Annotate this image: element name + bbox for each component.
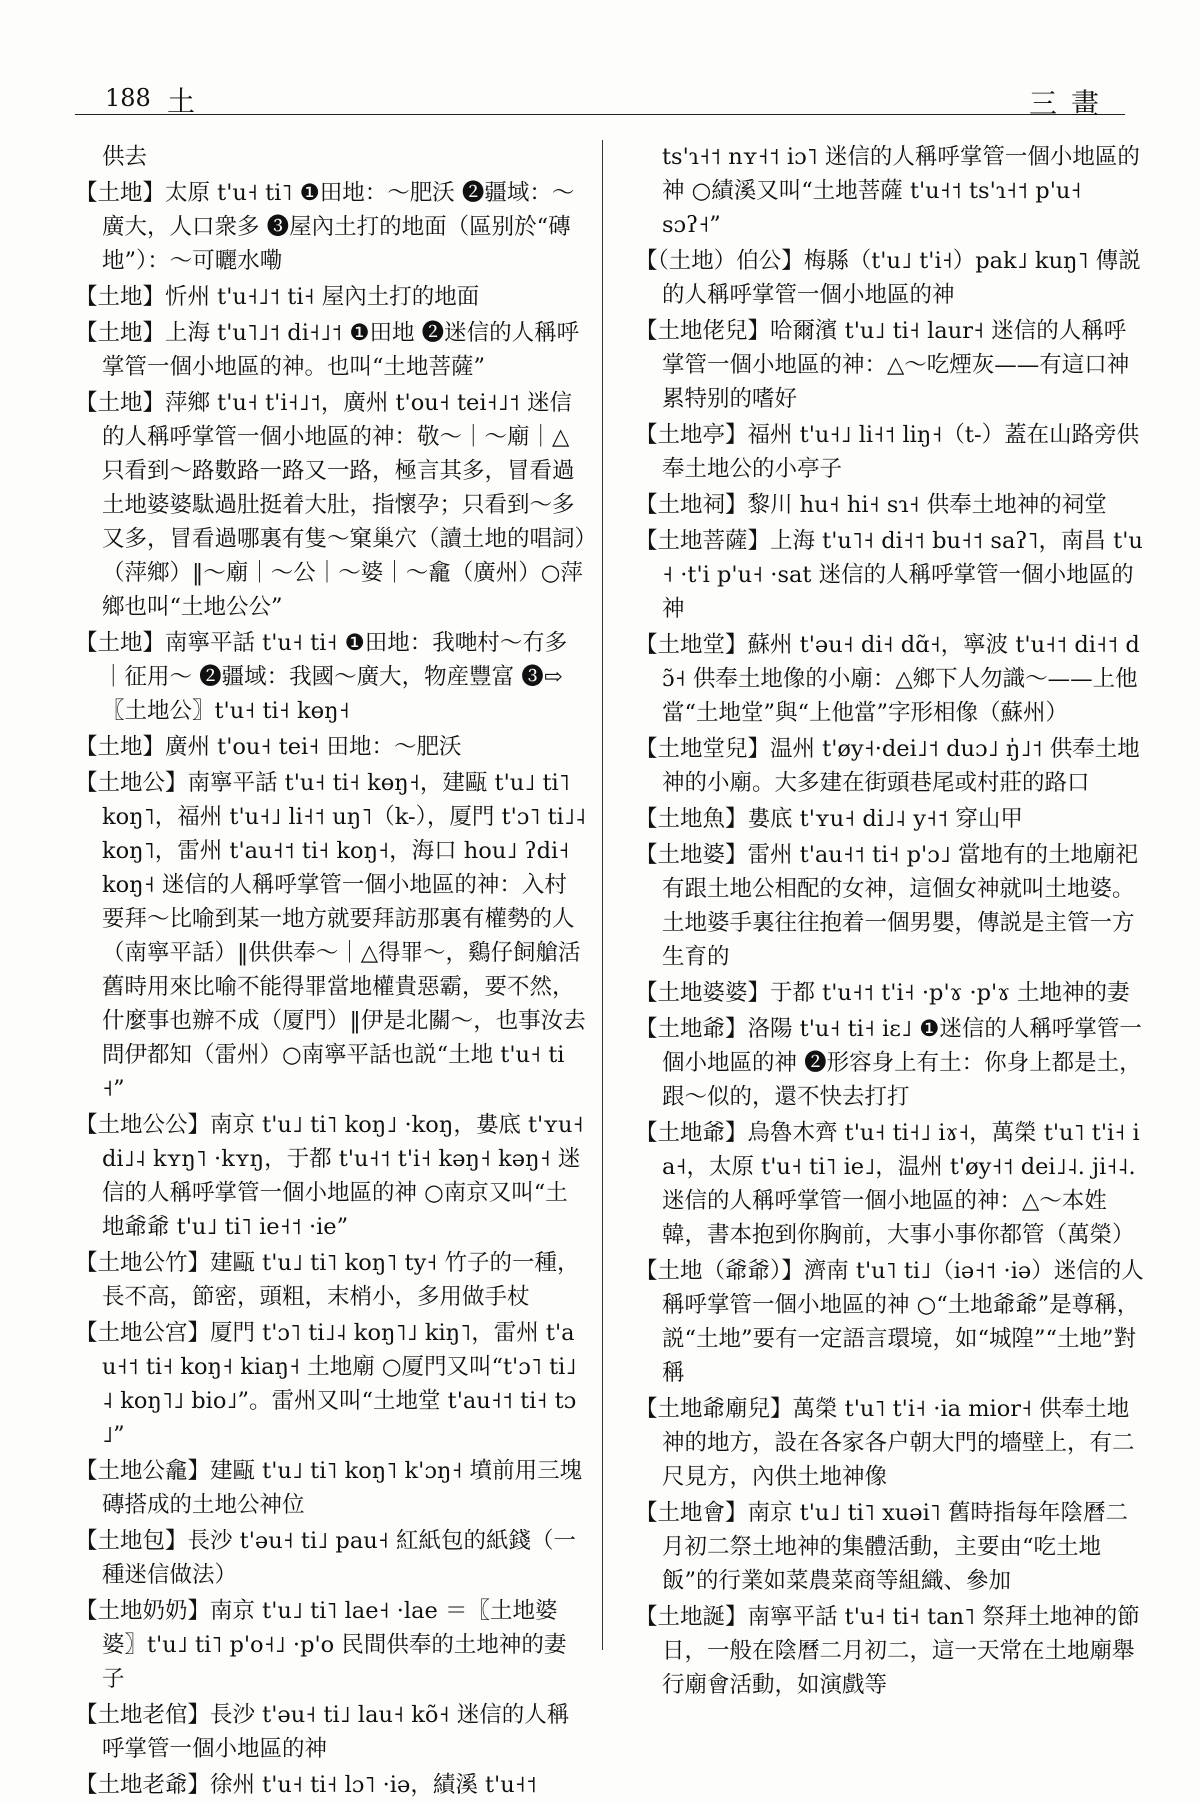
dictionary-entry: 【土地爺廟兒】萬榮 t'u˥ t'i˧ ·ia mior˧ 供奉土地神的地方，設在各家各户朝大門的墻壁上，有二尺見方，內供土地神像 (635, 1396, 1135, 1490)
dictionary-entry: 【土地】忻州 t'u˧˩˦ ti˧ 屋內土打的地面 (75, 284, 480, 310)
page-number: 188 (105, 84, 151, 112)
dictionary-entry: 【土地誕】南寧平話 t'u˧ ti˧ tan˥ 祭拜土地神的節日，一般在陰曆二月初二，這一天常在土地廟舉行廟會活動，如演戲等 (635, 1604, 1140, 1698)
radical-heading: 土 (167, 85, 196, 118)
dictionary-entry: 【土地】南寧平話 t'u˧ ti˧ ❶田地：我哋村～冇多｜征用～ ❷疆域：我國～廣大，物産豐富 ❸⇨〖土地公〗t'u˧ ti˧ kɵŋ˧ (75, 630, 568, 724)
dictionary-entry: 【土地爺】洛陽 t'u˧ ti˧ iɛ˩ ❶迷信的人稱呼掌管一個小地區的神 ❷形容身上有土：你身上都是土，跟～似的，還不快去打打 (635, 1016, 1142, 1110)
section-heading: 三畫 (1028, 87, 1113, 120)
dictionary-entry: 【土地佬兒】哈爾濱 t'u˩ ti˧ laur˧ 迷信的人稱呼掌管一個小地區的神：△～吃煙灰——有這口神累特别的嗜好 (635, 318, 1130, 412)
dictionary-entry: 【土地亭】福州 t'u˧˩ li˧˦ liŋ˧（t-）蓋在山路旁供奉土地公的小亭子 (635, 422, 1140, 482)
dictionary-entry: 【土地公公】南京 t'u˩ ti˥ koŋ˩ ·koŋ，婁底 t'ʏu˧ di˩˨ kʏŋ˥ ·kʏŋ，于都 t'u˧˦ t'i˧ kəŋ˧ kəŋ˧ 迷信的人稱呼掌管一個小地區的神 ○南京又叫“土地爺爺 t'u˩ ti˥ ie˧˦ ·ie” (75, 1112, 584, 1240)
dictionary-entry: 【土地老爺】徐州 t'u˧ ti˧ lɔ˥ ·iə，績溪 t'u˧˦ (75, 1772, 537, 1798)
dictionary-entry: 【土地婆】雷州 t'au˧˦ ti˧ p'ɔ˩ 當地有的土地廟祀有跟土地公相配的女神，這個女神就叫土地婆。土地婆手裏往往抱着一個男嬰，傳説是主管一方生育的 (635, 842, 1139, 970)
dictionary-entry: 【土地堂】蘇州 t'əu˧ di˧ dɑ̃˧，寧波 t'u˧˦ di˧˦ dɔ̃˧ 供奉土地像的小廟：△鄉下人勿識～——上他當“土地堂”與“上他當”字形相像（蘇州） (635, 632, 1140, 726)
dictionary-entry: 【土地（爺爺）】濟南 t'u˥ ti˩（iə˧˦ ·iə）迷信的人稱呼掌管一個小地區的神 ○“土地爺爺”是尊稱，説“土地”要有一定語言環境，如“城隍”“土地”對稱 (635, 1258, 1144, 1386)
left-column (75, 140, 587, 1804)
column-divider (602, 140, 603, 1650)
page-header (75, 72, 1125, 120)
dictionary-entry: 【土地堂兒】温州 t'øy˧·dei˩˦ duɔ˩ ŋ̍˩˦ 供奉土地神的小廟。大多建在街頭巷尾或村莊的路口 (635, 736, 1140, 796)
dictionary-entry: 【土地】上海 t'u˥˩˦ di˧˩˦ ❶田地 ❷迷信的人稱呼掌管一個小地區的神。也叫“土地菩薩” (75, 320, 580, 380)
dictionary-entry: 【土地爺】烏魯木齊 t'u˧ ti˧˩ iɤ˧，萬榮 t'u˥ t'i˧ ia˧，太原 t'u˧ ti˥ ie˩，温州 t'øy˧˦ dei˩˨. ji˧˨. 迷信的人稱呼掌管一個小地區的神：△～本姓韓，書本抱到你胸前，大事小事你都管（萬榮） (635, 1120, 1140, 1248)
right-column (635, 140, 1147, 1704)
dictionary-entry: 【（土地）伯公】梅縣（t'u˩ t'i˧）pak˩ kuŋ˥ 傳説的人稱呼掌管一個小地區的神 (635, 248, 1141, 308)
dictionary-entry: 【土地公龕】建甌 t'u˩ ti˥ koŋ˥ k'ɔŋ˧ 墳前用三塊磚搭成的土地公神位 (75, 1458, 583, 1518)
dictionary-entry: 【土地奶奶】南京 t'u˩ ti˥ lae˧ ·lae ＝〖土地婆婆〗t'u˩ ti˥ p'o˧˩ ·p'o 民間供奉的土地神的妻子 (75, 1598, 567, 1692)
dictionary-entry: 【土地】廣州 t'ou˧ tei˧ 田地：～肥沃 (75, 734, 462, 760)
dictionary-entry: 【土地會】南京 t'u˩ ti˥ xuəi˥ 舊時指每年陰曆二月初二祭土地神的集體活動，主要由“吃土地飯”的行業如菜農菜商等組織、參加 (635, 1500, 1129, 1594)
dictionary-entry: 【土地婆婆】于都 t'u˧˦ t'i˧ ·p'ɤ ·p'ɤ 土地神的妻 (635, 980, 1130, 1006)
dictionary-entry: 【土地】萍鄉 t'u˧ t'i˧˩˦，廣州 t'ou˧ tei˧˩˦ 迷信的人稱呼掌管一個小地區的神：敬～｜～廟｜△只看到～路數路一路又一路，極言其多，冒看過土地婆婆駄過肚挺着大肚，指懷孕；只看到～多又多，冒看過哪裏有隻～窠巢穴（讀土地的唱詞）（萍鄉）‖～廟｜～公｜～婆｜～龕（廣州）○萍鄉也叫“土地公公” (75, 390, 586, 620)
dictionary-entry: 【土地】太原 t'u˧ ti˥ ❶田地：～肥沃 ❷疆域：～廣大，人口衆多 ❸屋內土打的地面（區别於“磚地”）：～可曬水嘞 (75, 180, 575, 274)
dictionary-entry: 【土地公宫】厦門 t'ɔ˥ ti˩˨ koŋ˥˩ kiŋ˥，雷州 t'au˧˦ ti˧ koŋ˧ kiaŋ˧ 土地廟 ○厦門又叫“t'ɔ˥ ti˩˨ koŋ˥˩ bio˩”。雷州又叫“土地堂 t'au˧˦ ti˧ tɔ˩” (75, 1320, 577, 1448)
dictionary-entry: 【土地公】南寧平話 t'u˧ ti˧ kɵŋ˧，建甌 t'u˩ ti˥ koŋ˥，福州 t'u˧˩ li˧˦ uŋ˥（k-），厦門 t'ɔ˥ ti˩˨ koŋ˥，雷州 t'au˧˦ ti˧ koŋ˧，海口 hou˩ ʔdi˧ koŋ˧ 迷信的人稱呼掌管一個小地區的神：入村要拜～比喻到某一地方就要拜訪那裏有權勢的人（南寧平話）‖供供奉～｜△得罪～，鷄仔飼艙活舊時用來比喻不能得罪當地權貴惡霸，要不然，什麼事也辦不成（厦門）‖伊是北關～，也事汝去問伊都知（雷州）○南寧平話也説“土地 t'u˧ ti˧” (75, 770, 587, 1102)
dictionary-entry: 【土地菩薩】上海 t'u˥˧ di˧˦ bu˧˦ saʔ˥，南昌 t'u˧ ·t'i p'u˧ ·sat 迷信的人稱呼掌管一個小地區的神 (635, 528, 1143, 622)
continuation-text: ts'ɿ˧˦ nʏ˧˦ iɔ˥ 迷信的人稱呼掌管一個小地區的神 ○績溪又叫“土地菩薩 t'u˧˦ ts'ɿ˧˦ p'u˧ sɔʔ˧” (662, 144, 1140, 238)
dictionary-entry: 【土地包】長沙 t'əu˧ ti˩ pau˧ 紅紙包的紙錢（一種迷信做法） (75, 1528, 576, 1588)
dictionary-entry: 【土地公竹】建甌 t'u˩ ti˥ koŋ˥ ty˧ 竹子的一種，長不高，節密，頭粗，末梢小，多用做手杖 (75, 1250, 580, 1310)
dictionary-entry: 【土地老倌】長沙 t'əu˧ ti˩ lau˧ kõ˧ 迷信的人稱呼掌管一個小地區的神 (75, 1702, 570, 1762)
dictionary-entry: 【土地祠】黎川 hu˧ hi˧ sɿ˧ 供奉土地神的祠堂 (635, 492, 1107, 518)
continuation-text: 供去 (102, 144, 148, 170)
dictionary-entry: 【土地魚】婁底 t'ʏu˧ di˩˨ y˧˦ 穿山甲 (635, 806, 1023, 832)
